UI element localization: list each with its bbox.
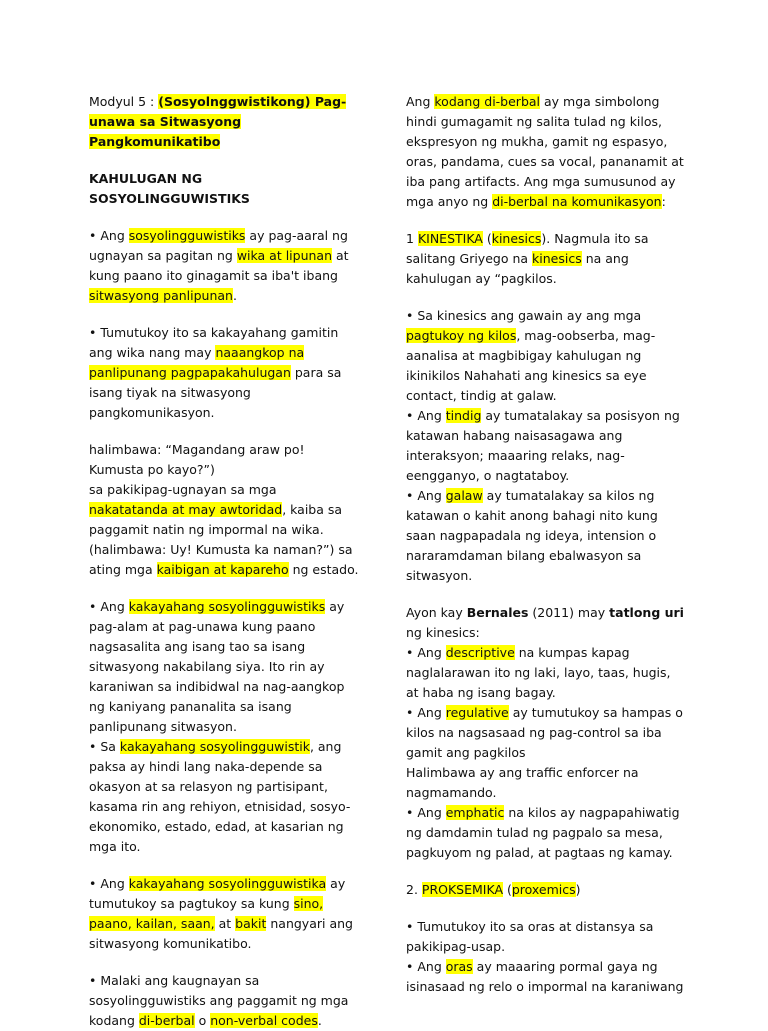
highlight: kinesics	[491, 231, 542, 246]
bold-text: tatlong uri	[609, 605, 684, 620]
highlight: nakatatanda at may awtoridad	[89, 502, 283, 517]
highlight: bakit	[235, 916, 267, 931]
text: • Ang	[406, 408, 446, 423]
highlight: kakayahang sosyolingguwistik	[119, 739, 310, 754]
title-highlight: (Sosyolnggwistikong) Pag-unawa sa Sitwasyong Pangkomunikatibo	[89, 94, 347, 149]
highlight: tindig	[445, 408, 482, 423]
text: ay mga simbolong hindi gumagamit ng salita tulad ng kilos, ekspresyon ng mukha, gamit ng espasyo, oras, pandama, cues sa vocal, pananamit at iba pang artifacts. Ang mga sumusunod ay mga anyo ng	[406, 94, 684, 209]
text: na ang kahulugan ay “pagkilos.	[406, 251, 629, 286]
text: at kung paano ito ginagamit sa iba't ibang	[89, 248, 349, 283]
text: ay pag-aaral ng ugnayan sa pagitan ng	[89, 228, 348, 263]
highlight: sitwasyong panlipunan	[89, 288, 233, 303]
text: ). Nagmula ito sa salitang Griyego na	[406, 231, 649, 266]
text: .	[232, 288, 237, 303]
highlight: regulative	[445, 705, 509, 720]
text: halimbawa: “Magandang araw po! Kumusta po kayo?”)	[89, 442, 305, 477]
text: , kaiba sa paggamit natin ng impormal na wika.	[89, 502, 343, 537]
left-column	[89, 92, 359, 1031]
text: para sa isang tiyak na sitwasyong pangkomunikasyon.	[89, 365, 342, 420]
text: ay tumatalakay sa kilos ng katawan o kahit anong bahagi nito kung saan nagpapadala ng ideya, intension o nararamdaman bilang ebalwasyon sa sitwasyon.	[406, 488, 658, 583]
text: at	[214, 916, 236, 931]
text: sa pakikipag-ugnayan sa mga	[89, 482, 277, 497]
highlight: sosyolingguwistiks	[128, 228, 246, 243]
text: • Sa	[89, 739, 120, 754]
text: • Ang	[406, 705, 446, 720]
highlight: descriptive	[445, 645, 515, 660]
text: na kumpas kapag naglalarawan ito ng laki, layo, taas, hugis, at haba ng isang bagay.	[406, 645, 671, 700]
bold-text: Bernales	[466, 605, 529, 620]
highlight: wika at lipunan	[236, 248, 333, 263]
text: • Tumutukoy ito sa kakayahang gamitin ang wika nang may	[89, 325, 339, 360]
text: 1	[406, 231, 418, 246]
text: • Ang	[89, 228, 129, 243]
paragraph	[89, 597, 359, 857]
text: ng kinesics:	[406, 625, 480, 640]
text: o	[194, 1013, 211, 1028]
highlight: emphatic	[445, 805, 505, 820]
text: ng estado.	[288, 562, 359, 577]
text: ay tumutukoy sa pagtukoy sa kung	[89, 876, 346, 911]
text: , mag-oobserba, mag-aanalisa at magbibigay kahulugan ng ikinikilos Nahahati ang kinesics sa eye contact, tindig at galaw.	[406, 328, 656, 403]
text: • Ang	[406, 488, 446, 503]
paragraph	[406, 92, 684, 212]
highlight: galaw	[445, 488, 483, 503]
paragraph	[406, 880, 684, 900]
text: • Ang	[406, 805, 446, 820]
text: • Ang	[406, 645, 446, 660]
paragraph	[406, 603, 684, 863]
paragraph	[406, 306, 684, 586]
highlight: proxemics	[511, 882, 576, 897]
highlight: non-verbal codes	[210, 1013, 318, 1028]
highlight: KINESTIKA	[417, 231, 483, 246]
text: na kilos ay nagpapahiwatig ng damdamin tulad ng pagpalo sa mesa, pagkuyom ng palad, at pagtaas ng kamay.	[406, 805, 680, 860]
text: • Ang	[406, 959, 446, 974]
paragraph	[89, 226, 359, 306]
paragraph	[89, 874, 359, 954]
text: • Sa kinesics ang gawain ay ang mga	[406, 308, 642, 323]
text: Ayon kay	[406, 605, 467, 620]
module-title	[89, 92, 359, 152]
paragraph	[89, 323, 359, 423]
title-prefix: Modyul 5 :	[89, 94, 159, 109]
text: Ang	[406, 94, 435, 109]
text: .	[317, 1013, 322, 1028]
highlight: kaibigan at kapareho	[156, 562, 289, 577]
text: nangyari ang sitwasyong komunikatibo.	[89, 916, 353, 951]
section-heading	[89, 169, 359, 209]
highlight: di-berbal	[138, 1013, 195, 1028]
highlight: di-berbal na komunikasyon	[492, 194, 662, 209]
text: :	[661, 194, 666, 209]
text: , ang paksa ay hindi lang naka-depende sa okasyon at sa relasyon ng partisipant, kasama rin ang rehiyon, etnisidad, sosyo-ekonomiko, estado, edad, at kasarian ng mga ito.	[89, 739, 351, 854]
text: • Ang	[89, 599, 129, 614]
paragraph	[406, 917, 684, 997]
highlight: naaangkop na panlipunang pagpapakahulugan	[89, 345, 305, 380]
text: 2.	[406, 882, 422, 897]
text: ay tumatalakay sa posisyon ng katawan habang naisasagawa ang interaksyon; maaaring relaks, nag-eengganyo, o nagtataboy.	[406, 408, 680, 483]
right-column	[406, 92, 684, 997]
heading-text: KAHULUGAN NG SOSYOLINGGUWISTIKS	[89, 171, 250, 206]
highlight: kodang di-berbal	[434, 94, 541, 109]
text: • Ang	[89, 876, 129, 891]
text: ay maaaring pormal gaya ng isinasaad ng relo o impormal na karaniwang	[406, 959, 684, 994]
highlight: PROKSEMIKA	[421, 882, 503, 897]
text: • Malaki ang kaugnayan sa sosyolingguwistiks ang paggamit ng mga kodang	[89, 973, 349, 1028]
text: )	[575, 882, 581, 897]
paragraph	[89, 971, 359, 1031]
text: (2011) may	[528, 605, 610, 620]
highlight: kakayahang sosyolingguwistika	[128, 876, 327, 891]
text: (	[482, 231, 492, 246]
paragraph	[406, 229, 684, 289]
text: (halimbawa: Uy! Kumusta ka naman?”) sa ating mga	[89, 542, 353, 577]
text: Halimbawa ay ang traffic enforcer na nagmamando.	[406, 765, 639, 800]
text: ay tumutukoy sa hampas o kilos na nagsasaad ng pag-control sa iba gamit ang pagkilos	[406, 705, 683, 760]
text: • Tumutukoy ito sa oras at distansya sa pakikipag-usap.	[406, 919, 654, 954]
highlight: sino, paano, kailan, saan,	[89, 896, 324, 931]
highlight: kakayahang sosyolingguwistiks	[128, 599, 326, 614]
paragraph	[89, 440, 359, 580]
highlight: pagtukoy ng kilos	[406, 328, 517, 343]
text: (	[503, 882, 512, 897]
highlight: oras	[445, 959, 473, 974]
text: ay pag-alam at pag-unawa kung paano nagsasalita ang isang tao sa isang sitwasyong nakabilang siya. Ito rin ay karaniwan sa indibidwal na nag-aangkop ng kaniyang pananalita sa isang panlipunang sitwasyon.	[89, 599, 345, 734]
highlight: kinesics	[532, 251, 582, 266]
